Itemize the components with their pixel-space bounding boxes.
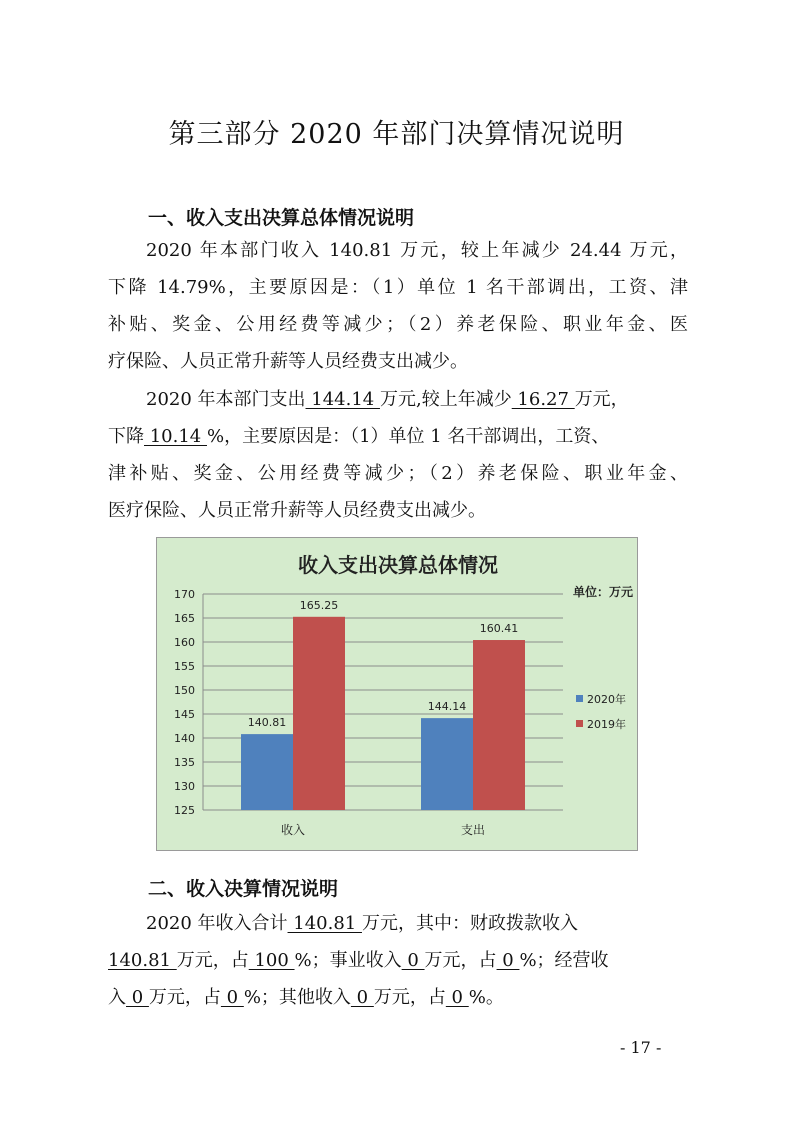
chart-bars bbox=[241, 599, 525, 810]
page-title: 第三部分 2020 年部门决算情况说明 bbox=[168, 119, 625, 150]
legend-swatch bbox=[576, 695, 583, 702]
business-income-value: 0 bbox=[401, 950, 425, 971]
text-span: 2020 年本部门支出 bbox=[146, 389, 306, 410]
text-span: 入 bbox=[108, 987, 126, 1008]
text-line bbox=[108, 381, 688, 418]
text-span: %；事业收入 bbox=[294, 950, 402, 971]
y-tick-label: 150 bbox=[174, 684, 195, 697]
x-category-label: 收入 bbox=[280, 823, 306, 837]
business-income-percent: 0 bbox=[496, 950, 520, 971]
legend-swatch bbox=[576, 720, 583, 727]
bar-series2 bbox=[293, 617, 345, 810]
y-tick-label: 140 bbox=[174, 732, 195, 745]
text-line bbox=[108, 979, 688, 1016]
text-line: 津补贴、奖金、公用经费等减少；（2）养老保险、职业年金、 bbox=[108, 463, 688, 484]
y-tick-label: 125 bbox=[174, 804, 195, 817]
chart-title: 收入支出决算总体情况 bbox=[298, 553, 498, 577]
section2-paragraph bbox=[108, 905, 688, 1016]
y-axis-ticks bbox=[174, 588, 195, 817]
decrease-value: 16.27 bbox=[511, 389, 575, 410]
page-number: - 17 - bbox=[620, 1038, 662, 1057]
text-span: %，主要原因是：（1）单位 1 名干部调出，工资、 bbox=[206, 426, 610, 447]
text-span: 万元，占 bbox=[148, 987, 221, 1008]
y-tick-label: 160 bbox=[174, 636, 195, 649]
text-line: 下降 14.79%，主要原因是：（1）单位 1 名干部调出，工资、津 bbox=[108, 277, 688, 298]
chart-legend bbox=[576, 692, 626, 731]
bar-series1 bbox=[421, 718, 473, 810]
text-span: 万元,较上年减少 bbox=[379, 389, 512, 410]
other-income-percent: 0 bbox=[445, 987, 469, 1008]
section1-paragraph-income bbox=[108, 232, 688, 380]
other-income-value: 0 bbox=[350, 987, 374, 1008]
section-heading-2: 二、收入决算情况说明 bbox=[148, 878, 339, 900]
y-tick-label: 130 bbox=[174, 780, 195, 793]
data-label: 144.14 bbox=[427, 700, 467, 714]
chart-unit-note: 单位：万元 bbox=[572, 585, 633, 599]
text-span: 2020 年收入合计 bbox=[146, 913, 288, 934]
legend-label: 2019年 bbox=[587, 718, 626, 731]
chart-svg bbox=[157, 538, 637, 850]
data-label: 160.41 bbox=[479, 622, 519, 636]
text-line bbox=[108, 418, 688, 455]
expenditure-value: 144.14 bbox=[305, 389, 380, 410]
y-tick-label: 135 bbox=[174, 756, 195, 769]
text-line bbox=[108, 905, 688, 942]
income-expenditure-chart bbox=[156, 537, 638, 851]
operating-income-percent: 0 bbox=[220, 987, 244, 1008]
data-label: 140.81 bbox=[247, 716, 287, 730]
section1-paragraph-expenditure bbox=[108, 381, 688, 529]
text-span: %；经营收 bbox=[519, 950, 609, 971]
income-total-value: 140.81 bbox=[287, 913, 362, 934]
text-span: 万元，占 bbox=[424, 950, 497, 971]
text-span: 万元，占 bbox=[176, 950, 249, 971]
fiscal-appropriation-value: 140.81 bbox=[108, 950, 177, 971]
text-span: %；其他收入 bbox=[243, 987, 351, 1008]
operating-income-value: 0 bbox=[126, 987, 149, 1008]
x-category-label: 支出 bbox=[460, 823, 486, 837]
y-tick-label: 155 bbox=[174, 660, 195, 673]
x-axis-labels bbox=[281, 822, 485, 837]
decrease-percent: 10.14 bbox=[144, 426, 207, 447]
legend-label: 2020年 bbox=[587, 693, 626, 706]
y-tick-label: 165 bbox=[174, 612, 195, 625]
text-line: 2020 年本部门收入 140.81 万元，较上年减少 24.44 万元， bbox=[146, 240, 688, 261]
data-label: 165.25 bbox=[299, 598, 339, 612]
text-line bbox=[108, 942, 688, 979]
text-line: 补贴、奖金、公用经费等减少；（2）养老保险、职业年金、医 bbox=[108, 314, 688, 335]
y-tick-label: 170 bbox=[174, 588, 195, 601]
text-span: 下降 bbox=[108, 426, 144, 447]
fiscal-appropriation-percent: 100 bbox=[248, 950, 295, 971]
bar-series2 bbox=[473, 640, 525, 810]
text-line: 疗保险、人员正常升薪等人员经费支出减少。 bbox=[108, 351, 468, 372]
text-line: 医疗保险、人员正常升薪等人员经费支出减少。 bbox=[108, 500, 486, 521]
y-tick-label: 145 bbox=[174, 708, 195, 721]
text-span: 万元，其中：财政拨款收入 bbox=[361, 913, 578, 934]
text-span: %。 bbox=[468, 987, 504, 1008]
bar-series1 bbox=[241, 734, 293, 810]
section-heading-1: 一、收入支出决算总体情况说明 bbox=[148, 207, 415, 229]
text-span: 万元，占 bbox=[373, 987, 446, 1008]
text-span: 万元， bbox=[574, 389, 629, 410]
